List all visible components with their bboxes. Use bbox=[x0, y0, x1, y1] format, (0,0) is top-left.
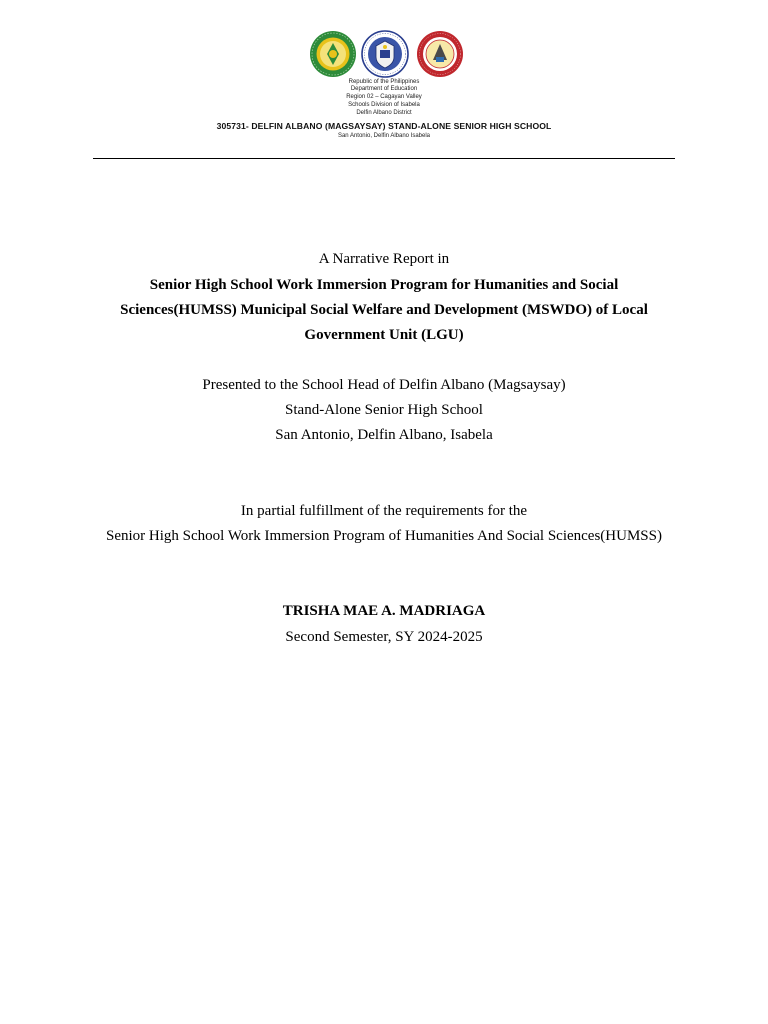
presented-line-1: Presented to the School Head of Delfin Albano (Magsaysay) bbox=[202, 377, 566, 393]
report-intro: A Narrative Report in bbox=[318, 251, 450, 267]
header-line-district: Delfin Albano District bbox=[356, 110, 412, 116]
header-line-department: Department of Education bbox=[350, 86, 418, 92]
school-seal-icon bbox=[416, 30, 464, 78]
report-title-line-2: Sciences(HUMSS) Municipal Social Welfare and Development (MSWDO) of Local bbox=[120, 302, 648, 318]
seal-row bbox=[0, 30, 768, 80]
fulfillment-line-2: Senior High School Work Immersion Program of Humanities And Social Sciences(HUMSS) bbox=[106, 528, 662, 544]
deped-seal-icon bbox=[309, 30, 357, 78]
header-line-region: Region 02 – Cagayan Valley bbox=[346, 94, 422, 100]
author-name: TRISHA MAE A. MADRIAGA bbox=[282, 603, 486, 619]
header-line-division: Schools Division of Isabela bbox=[348, 102, 420, 108]
report-title-line-1: Senior High School Work Immersion Program for Humanities and Social bbox=[149, 277, 619, 293]
presented-line-2: Stand-Alone Senior High School bbox=[285, 402, 483, 418]
report-title-line-3: Government Unit (LGU) bbox=[304, 327, 464, 343]
fulfillment-line-1: In partial fulfillment of the requirements for the bbox=[240, 503, 528, 519]
letterhead bbox=[0, 28, 768, 146]
school-name: 305731- DELFIN ALBANO (MAGSAYSAY) STAND-ALONE SENIOR HIGH SCHOOL bbox=[216, 121, 552, 131]
header-line-republic: Republic of the Philippines bbox=[348, 79, 420, 85]
presented-line-3: San Antonio, Delfin Albano, Isabela bbox=[275, 427, 493, 443]
header-divider bbox=[93, 158, 675, 159]
semester-term: Second Semester, SY 2024-2025 bbox=[285, 629, 483, 645]
kagawaran-seal-icon bbox=[361, 30, 409, 78]
school-address: San Antonio, Delfin Albano Isabela bbox=[337, 133, 431, 139]
